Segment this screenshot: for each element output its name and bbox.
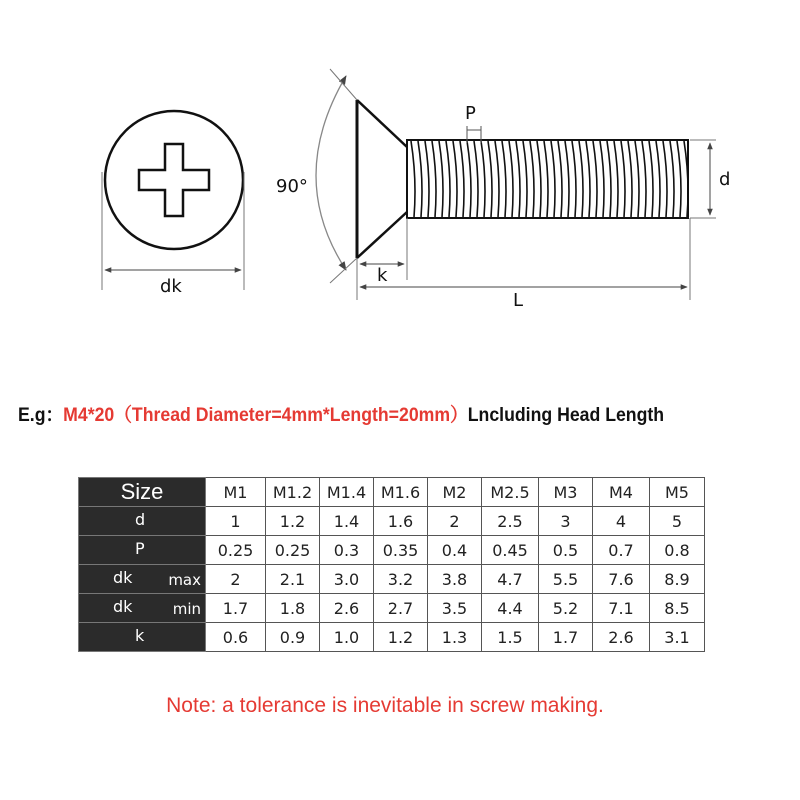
- row-sublabel: min: [172, 600, 201, 618]
- size-table: [78, 477, 705, 652]
- example-prefix: E.g：: [18, 405, 64, 426]
- table-cell: 0.6: [206, 623, 266, 652]
- table-cell: 0.35: [374, 536, 428, 565]
- table-cell: 3.5: [428, 594, 482, 623]
- tolerance-note: Note: a tolerance is inevitable in screw making.: [166, 694, 604, 717]
- size-column-header: M2.5: [482, 478, 539, 507]
- head-top-view: [102, 111, 244, 290]
- table-row: [79, 507, 705, 536]
- table-cell: 1: [206, 507, 266, 536]
- table-cell: 1.3: [428, 623, 482, 652]
- table-cell: 0.25: [266, 536, 320, 565]
- head-height-label: k: [377, 265, 388, 286]
- size-column-header: M2: [428, 478, 482, 507]
- length-label: L: [513, 290, 524, 311]
- table-cell: 3: [539, 507, 593, 536]
- row-label: dk: [113, 597, 133, 616]
- size-column-header: M1: [206, 478, 266, 507]
- table-header-row: [79, 478, 705, 507]
- table-cell: 2.6: [320, 594, 374, 623]
- table-cell: 2.1: [266, 565, 320, 594]
- table-cell: 5.2: [539, 594, 593, 623]
- screw-side-view: [316, 69, 716, 300]
- table-cell: 5: [650, 507, 705, 536]
- table-cell: 2: [428, 507, 482, 536]
- row-label: P: [135, 539, 145, 558]
- table-cell: 3.1: [650, 623, 705, 652]
- row-label-cell: [79, 594, 206, 623]
- table-row: [79, 623, 705, 652]
- row-label-cell: [79, 536, 206, 565]
- table-cell: 1.6: [374, 507, 428, 536]
- example-line: [18, 400, 743, 427]
- row-label: k: [135, 626, 145, 645]
- table-cell: 8.9: [650, 565, 705, 594]
- angle-label: 90°: [276, 176, 308, 197]
- size-column-header: M1.4: [320, 478, 374, 507]
- table-cell: 2.6: [593, 623, 650, 652]
- row-label-cell: [79, 623, 206, 652]
- pitch-label: P: [465, 103, 476, 124]
- table-cell: 4.7: [482, 565, 539, 594]
- size-column-header: M3: [539, 478, 593, 507]
- example-model: M4*20: [63, 405, 115, 426]
- table-cell: 0.5: [539, 536, 593, 565]
- table-cell: 2: [206, 565, 266, 594]
- size-column-header: M1.2: [266, 478, 320, 507]
- table-cell: 0.3: [320, 536, 374, 565]
- table-cell: 1.7: [206, 594, 266, 623]
- table-cell: 3.8: [428, 565, 482, 594]
- table-cell: 2.5: [482, 507, 539, 536]
- table-cell: 1.2: [266, 507, 320, 536]
- table-cell: 7.1: [593, 594, 650, 623]
- table-cell: 3.0: [320, 565, 374, 594]
- table-cell: 1.7: [539, 623, 593, 652]
- row-label-cell: [79, 565, 206, 594]
- size-column-header: M1.6: [374, 478, 428, 507]
- table-cell: 4.4: [482, 594, 539, 623]
- table-cell: 0.45: [482, 536, 539, 565]
- size-header-cell: Size: [79, 478, 206, 507]
- table-cell: 0.4: [428, 536, 482, 565]
- table-cell: 0.7: [593, 536, 650, 565]
- table-row: [79, 594, 705, 623]
- row-label: dk: [113, 568, 133, 587]
- example-suffix: Lncluding Head Length: [467, 405, 665, 426]
- example-detail: （Thread Diameter=4mm*Length=20mm）: [114, 405, 468, 426]
- table-cell: 0.25: [206, 536, 266, 565]
- table-row: [79, 565, 705, 594]
- table-cell: 1.8: [266, 594, 320, 623]
- table-cell: 2.7: [374, 594, 428, 623]
- table-cell: 1.0: [320, 623, 374, 652]
- table-cell: 5.5: [539, 565, 593, 594]
- size-column-header: M4: [593, 478, 650, 507]
- screw-diagram: [0, 0, 800, 390]
- table-row: [79, 536, 705, 565]
- table-cell: 1.2: [374, 623, 428, 652]
- diameter-label: d: [719, 169, 731, 190]
- table-cell: 0.8: [650, 536, 705, 565]
- table-cell: 1.4: [320, 507, 374, 536]
- table-cell: 3.2: [374, 565, 428, 594]
- table-cell: 8.5: [650, 594, 705, 623]
- row-label-cell: [79, 507, 206, 536]
- table-cell: 0.9: [266, 623, 320, 652]
- dk-label: dk: [160, 276, 182, 297]
- table-cell: 4: [593, 507, 650, 536]
- size-column-header: M5: [650, 478, 705, 507]
- row-label: d: [135, 510, 146, 529]
- table-cell: 7.6: [593, 565, 650, 594]
- table-cell: 1.5: [482, 623, 539, 652]
- row-sublabel: max: [168, 571, 201, 589]
